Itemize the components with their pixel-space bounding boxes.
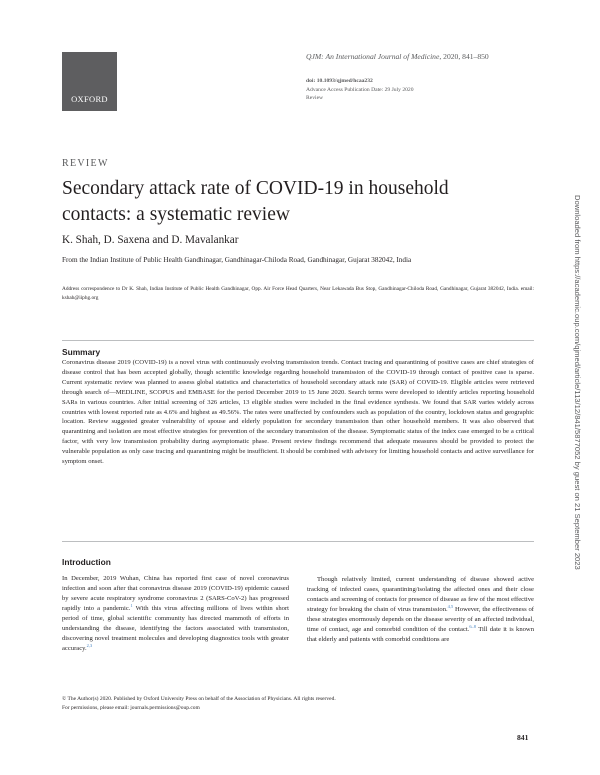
summary-text: Coronavirus disease 2019 (COVID-19) is a novel virus with continuously evolving transmission trends. Contact tracing and quarantining of positive cases are chief strategies of disease control that has been accepted globally, though scientific knowledge regarding household transmission of the COVID-19 through contact of positive case is sparse. Current systematic review was planned to assess global statistics and characteristics of household secondary attack rate (SAR) of COVID-19. Eligible articles were retrieved through search of—MEDLINE, SCOPUS and EMBASE for the period December 2019 to 15 June 2020. Search terms were developed to identify articles reporting household SARs in various countries. After initial screening of 326 articles, 13 eligible studies were included in the final evidence synthesis. We found that SAR varies widely across countries with lowest reported rate as 4.6% and highest as 49.56%. The rates were unaffected by confounders such as population of the country, lockdown status and geographic location. Review suggested greater vulnerability of spouse and elderly population for secondary transmission than other household members. It was also observed that quarantining and isolation are most effective strategies for prevention of the secondary transmission of the disease. Symptomatic status of the index case emerged to be a critical factor, with very low transmission probability during asymptomatic phase. Present review findings recommend that adequate measures should be provided to protect the vulnerable population as only case tracing and quarantining might be insufficient. It should be combined with advisory for limiting household contacts and active surveillance for symptom onset.	[62, 359, 534, 466]
journal-name: QJM: An International Journal of Medicine	[306, 52, 440, 61]
introduction-column-right	[307, 555, 534, 645]
oxford-logo-text: OXFORD	[71, 94, 108, 104]
download-watermark	[575, 195, 589, 590]
citation-link[interactable]: 1	[130, 602, 133, 608]
introduction-heading: Introduction	[62, 557, 111, 567]
copyright-notice: © The Author(s) 2020. Published by Oxford University Press on behalf of the Association of Physicians. All rights reserved.	[62, 696, 336, 702]
journal-citation-tail: , 2020, 841–850	[439, 52, 489, 61]
intro-paragraph-2: Though relatively limited, current understanding of disease showed active tracking of infected cases, quarantining/isolating the affected ones and their close contacts and screening of contacts for presence of disease as few of the most effective strategy for breaking the chain of virus transmission.$^{4,5}$ However, the effectiveness of these strategies enormously depends on the disease severity of an affected individual, time of contact, age and comorbid condition of the contact.$^{6-8}$ Till date it is known that elderly and patients with comorbid conditions are	[307, 575, 534, 643]
affiliation: From the Indian Institute of Public Health Gandhinagar, Gandhinagar-Chiloda Road, Gandhinagar, Gujarat 382042, India	[62, 256, 412, 264]
divider	[62, 541, 534, 542]
oxford-logo	[62, 52, 117, 111]
summary-heading: Summary	[62, 347, 101, 357]
article-title: Secondary attack rate of COVID-19 in household contacts: a systematic review	[62, 178, 449, 225]
citation-link[interactable]: 6–8	[469, 623, 476, 629]
download-watermark-text: Downloaded from https://academic.oup.com/qjmed/article/113/12/841/5877052 by guest on 21 September 2023	[573, 195, 582, 570]
journal-citation	[306, 52, 489, 61]
advance-access-date: Advance Access Publication Date: 29 July 2020	[306, 86, 414, 93]
doi-link[interactable]: doi: 10.1093/qjmed/hcaa232	[306, 78, 373, 84]
authors: K. Shah, D. Saxena and D. Mavalankar	[62, 234, 239, 246]
footer	[62, 695, 336, 713]
citation-link[interactable]: 2,3	[86, 642, 93, 648]
intro-paragraph-1: In December, 2019 Wuhan, China has reported first case of novel coronavirus infection and soon after that coronavirus disease 2019 (COVID-19) epidemic caused by severe acute respiratory syndrome coronavirus 2 (SARS-CoV-2) has progressed rapidly into a pandemic.$^1$ With this virus affecting millions of lives within short period of time, global scientific community has directed mammoth of efforts in understanding the disease, identifying the factors associated with transmission, discovering novel treatment molecules and developing diagnostics tools with greater accuracy.$^{2,3}$	[62, 575, 289, 652]
permissions-notice: For permissions, please email: journals.permissions@oup.com	[62, 705, 200, 711]
correspondence: Address correspondence to Dr K. Shah, Indian Institute of Public Health Gandhinagar, Opp. Air Force Head Quarters, Near Lekawada Bus Stop, Gandhinagar-Chiloda Road, Gandhinagar, Gujarat 382042, India. email: kshah@iiphg.org	[62, 286, 534, 301]
page-number: 841	[517, 733, 529, 742]
divider	[62, 340, 534, 341]
section-label: REVIEW	[62, 158, 109, 169]
article-type: Review	[306, 95, 324, 101]
introduction-column-left	[62, 574, 289, 654]
doi-block	[306, 77, 414, 103]
citation-link[interactable]: 4,5	[447, 603, 454, 609]
